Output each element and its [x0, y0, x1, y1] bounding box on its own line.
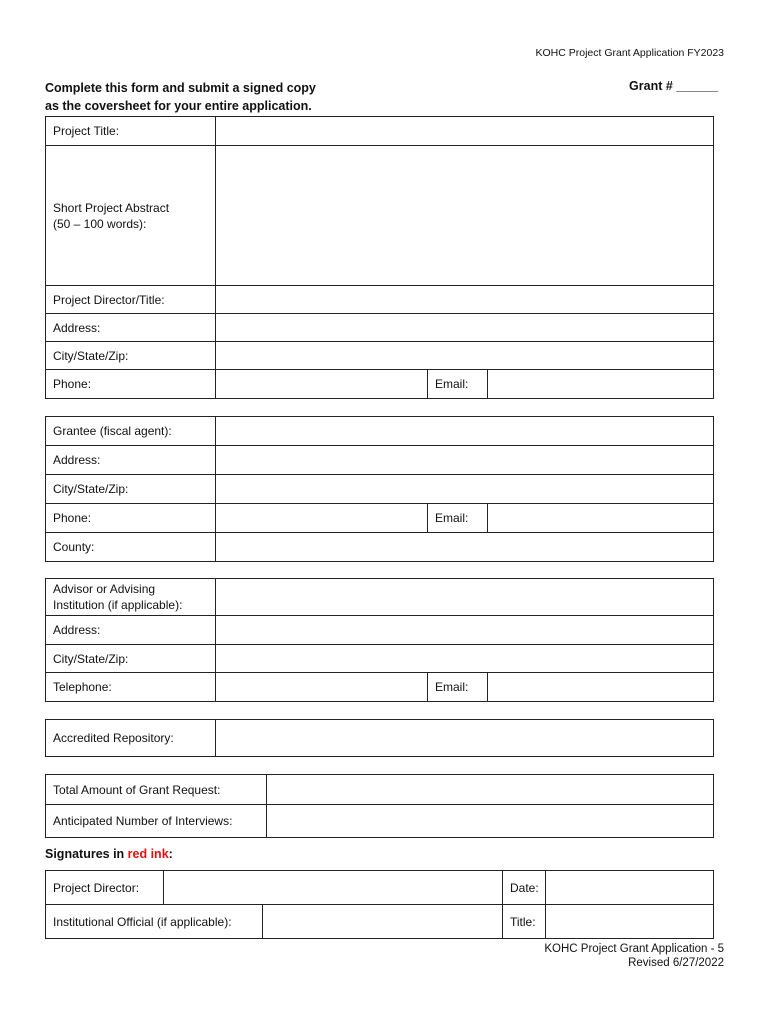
- grantee-city-field[interactable]: [216, 475, 714, 504]
- signatures-heading: [45, 847, 173, 861]
- grantee-phone-field[interactable]: [216, 504, 428, 533]
- total-request-field[interactable]: [267, 775, 714, 805]
- abstract-label-line-2: (50 – 100 words):: [53, 216, 147, 231]
- advisor-city-label: City/State/Zip:: [46, 645, 216, 673]
- total-request-label: Total Amount of Grant Request:: [46, 775, 267, 805]
- advisor-table: [45, 578, 714, 702]
- project-city-field[interactable]: [216, 342, 714, 370]
- advisor-telephone-field[interactable]: [216, 673, 428, 702]
- official-signature-field[interactable]: [263, 905, 503, 939]
- instructions-line-2: as the coversheet for your entire application.: [45, 99, 312, 113]
- grantee-county-label: County:: [46, 533, 216, 562]
- grantee-field[interactable]: [216, 417, 714, 446]
- grantee-city-label: City/State/Zip:: [46, 475, 216, 504]
- footer-line-2: Revised 6/27/2022: [628, 957, 724, 969]
- instructions: [45, 79, 316, 115]
- project-email-field[interactable]: [488, 370, 714, 399]
- footer-line-1: KOHC Project Grant Application - 5: [544, 943, 724, 955]
- director-signature-label: Project Director:: [46, 871, 164, 905]
- repository-field[interactable]: [216, 720, 714, 757]
- grantee-county-field[interactable]: [216, 533, 714, 562]
- project-title-field[interactable]: [216, 117, 714, 146]
- project-phone-field[interactable]: [216, 370, 428, 399]
- signatures-heading-prefix: Signatures in: [45, 847, 128, 861]
- interviews-label: Anticipated Number of Interviews:: [46, 805, 267, 838]
- grant-number: Grant # ______: [629, 79, 718, 93]
- date-field[interactable]: [546, 871, 714, 905]
- director-signature-field[interactable]: [164, 871, 503, 905]
- grantee-phone-label: Phone:: [46, 504, 216, 533]
- title-field[interactable]: [546, 905, 714, 939]
- page-footer: [544, 942, 724, 970]
- repository-table: [45, 719, 714, 757]
- title-label: Title:: [503, 905, 546, 939]
- advisor-address-field[interactable]: [216, 616, 714, 645]
- advisor-city-field[interactable]: [216, 645, 714, 673]
- repository-label: Accredited Repository:: [46, 720, 216, 757]
- advisor-field[interactable]: [216, 579, 714, 616]
- grantee-label: Grantee (fiscal agent):: [46, 417, 216, 446]
- project-director-label: Project Director/Title:: [46, 286, 216, 314]
- grantee-email-field[interactable]: [488, 504, 714, 533]
- grantee-address-label: Address:: [46, 446, 216, 475]
- advisor-telephone-label: Telephone:: [46, 673, 216, 702]
- instructions-line-1: Complete this form and submit a signed copy: [45, 81, 316, 95]
- project-table: [45, 116, 714, 399]
- project-phone-label: Phone:: [46, 370, 216, 399]
- advisor-email-label: Email:: [428, 673, 488, 702]
- grantee-table: [45, 416, 714, 562]
- interviews-field[interactable]: [267, 805, 714, 838]
- grantee-email-label: Email:: [428, 504, 488, 533]
- project-title-label: Project Title:: [46, 117, 216, 146]
- advisor-label-line-1: Advisor or Advising: [53, 582, 156, 596]
- abstract-field[interactable]: [216, 146, 714, 286]
- advisor-email-field[interactable]: [488, 673, 714, 702]
- project-email-label: Email:: [428, 370, 488, 399]
- project-city-label: City/State/Zip:: [46, 342, 216, 370]
- project-director-field[interactable]: [216, 286, 714, 314]
- project-address-field[interactable]: [216, 314, 714, 342]
- grantee-address-field[interactable]: [216, 446, 714, 475]
- signatures-heading-suffix: :: [168, 847, 173, 861]
- official-signature-label: Institutional Official (if applicable):: [46, 905, 263, 939]
- red-ink-text: red ink: [127, 847, 169, 861]
- document-header: KOHC Project Grant Application FY2023: [535, 47, 724, 59]
- signatures-table: [45, 870, 714, 939]
- advisor-label: [46, 579, 216, 616]
- abstract-label-line-1: Short Project Abstract: [53, 200, 170, 215]
- advisor-address-label: Address:: [46, 616, 216, 645]
- date-label: Date:: [503, 871, 546, 905]
- advisor-label-line-2: Institution (if applicable):: [53, 598, 183, 612]
- project-address-label: Address:: [46, 314, 216, 342]
- request-table: [45, 774, 714, 838]
- abstract-label: [46, 146, 216, 286]
